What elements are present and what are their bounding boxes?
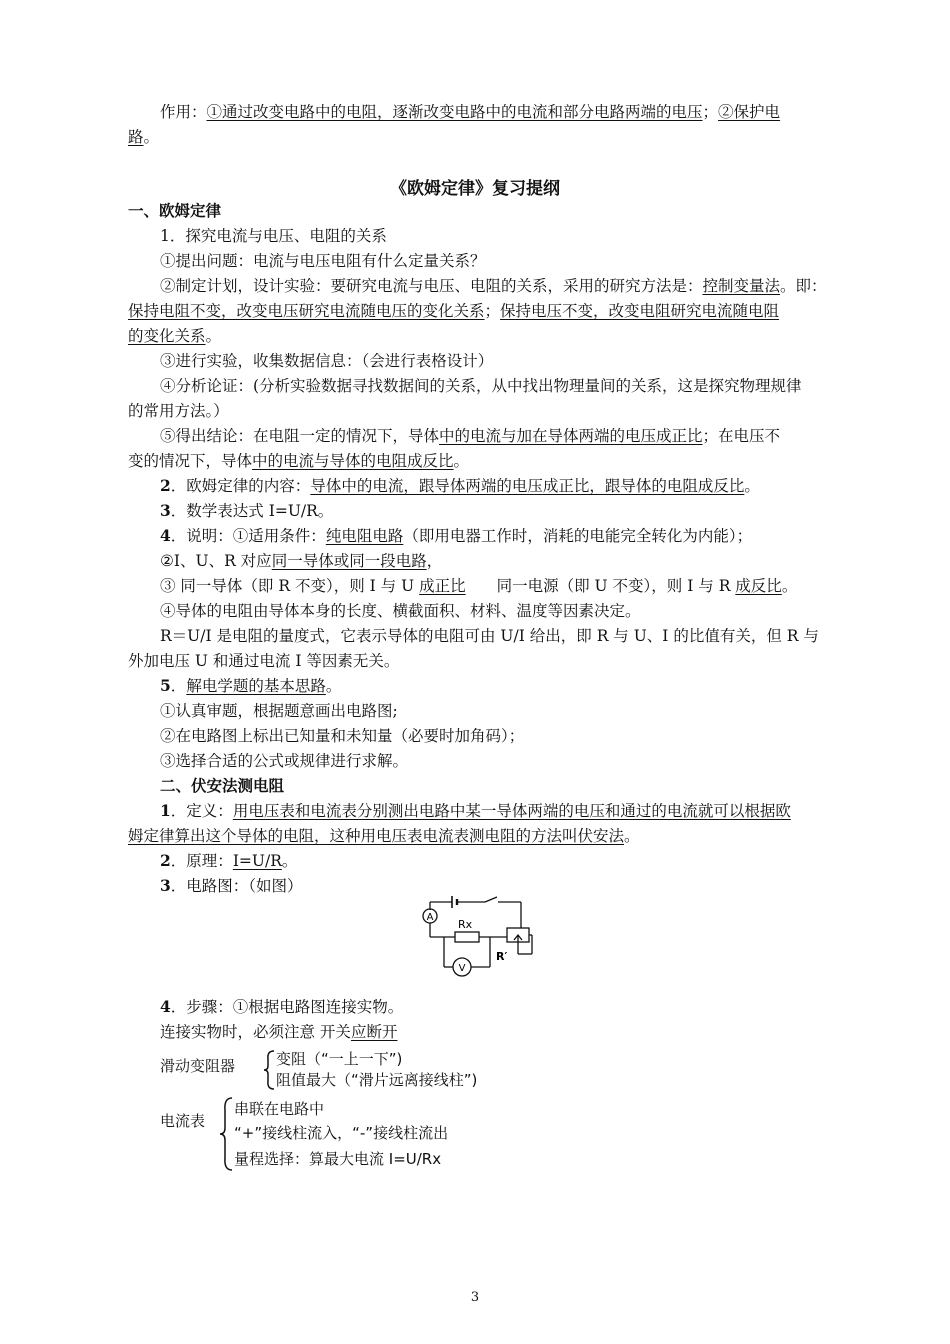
text-line: ④分析论证：(分析实验数据寻找数据间的关系，从中找出物理量间的关系，这是探究物理规律: [160, 377, 802, 395]
rheostat-note-item: 阻值最大（“滑片远离接线柱”): [276, 1071, 478, 1089]
text-line: ①认真审题，根据题意画出电路图;: [160, 702, 398, 720]
text-line: ②在电路图上标出已知量和未知量（必要时加角码）；: [160, 727, 525, 745]
text-line: 3．数学表达式 I=U/R。: [160, 501, 334, 520]
text-line: 2．欧姆定律的内容：导体中的电流，跟导体两端的电压成正比，跟导体的电阻成反比。: [160, 476, 760, 495]
voltmeter-label: V: [458, 963, 466, 974]
text-line: ②制定计划，设计实验：要研究电流与电压、电阻的关系，采用的研究方法是：控制变量法。即：: [160, 277, 827, 295]
section-heading-voltammetry: 二、伏安法测电阻: [160, 776, 285, 795]
text-line: 外加电压 U 和通过电流 I 等因素无关。: [128, 652, 400, 670]
text-line: ④导体的电阻由导体本身的长度、横截面积、材料、温度等因素决定。: [160, 602, 641, 620]
rheostat-note-item: 变阻（“一上一下”): [276, 1050, 403, 1068]
text-line: 保持电阻不变，改变电压研究电流随电压的变化关系；保持电压不变，改变电阻研究电流随电阻: [128, 302, 780, 320]
text-line: 连接实物时，必须注意 开关应断开: [160, 1023, 398, 1041]
text-line: 变的情况下，导体中的电流与导体的电阻成反比。: [128, 452, 470, 470]
text-line: 的常用方法。）: [128, 402, 229, 420]
text-line: ①提出问题：电流与电压电阻有什么定量关系？: [160, 252, 486, 270]
text-line: 2．原理：I=U/R。: [160, 851, 298, 870]
brace-icon: [262, 1049, 276, 1091]
text-line: ③ 同一导体（即 R 不变），则 I 与 U 成正比 同一电源（即 U 不变），则 I 与 R 成反比。: [160, 577, 798, 595]
page-number: 3: [470, 1290, 480, 1305]
text-line: ⑤得出结论：在电阻一定的情况下，导体中的电流与加在导体两端的电压成正比；在电压不: [160, 427, 781, 445]
text-line: ②I、U、R 对应同一导体或同一段电路，: [160, 552, 443, 570]
text-line: 4．说明：①适用条件：纯电阻电路（即用电器工作时，消耗的电能完全转化为内能）；: [160, 526, 753, 545]
ammeter-note-item: “+”接线柱流入，“-”接线柱流出: [234, 1124, 449, 1142]
purpose-underlined-2: ②保护电: [718, 103, 781, 121]
page-title: 《欧姆定律》复习提纲: [390, 179, 560, 199]
rheostat-note-label: 滑动变阻器: [160, 1057, 236, 1075]
circuit-diagram: [410, 890, 535, 990]
text-line: 1．定义：用电压表和电流表分别测出电路中某一导体两端的电压和通过的电流就可以根据欧: [160, 801, 791, 820]
text-line: 姆定律算出这个导体的电阻，这种用电压表电流表测电阻的方法叫伏安法。: [128, 827, 640, 845]
ammeter-label: A: [426, 912, 434, 923]
text-line: ③选择合适的公式或规律进行求解。: [160, 752, 409, 770]
text-line: ③进行实验，收集数据信息：（会进行表格设计）: [160, 352, 494, 370]
text-line: R＝U/I 是电阻的量度式，它表示导体的电阻可由 U/I 给出，即 R 与 U、I 的比值有关，但 R 与: [160, 627, 819, 645]
text-line: 3．电路图：（如图）: [160, 876, 303, 895]
ammeter-note-item: 串联在电路中: [234, 1100, 325, 1118]
resistor-label: Rx: [458, 918, 473, 931]
text-line: 4．步骤：①根据电路图连接实物。: [160, 997, 404, 1016]
text-line: 的变化关系。: [128, 327, 222, 345]
purpose-line-1: 作用：①通过改变电路中的电阻，逐渐改变电路中的电流和部分电路两端的电压；②保护电: [160, 103, 781, 121]
section-heading-ohm: 一、欧姆定律: [128, 201, 222, 220]
purpose-underlined-1: ①通过改变电路中的电阻，逐渐改变电路中的电流和部分电路两端的电压: [206, 103, 703, 121]
text-line: 5．解电学题的基本思路。: [160, 676, 342, 695]
text-line: 1．探究电流与电压、电阻的关系: [160, 227, 387, 245]
rheostat-label: R′: [496, 950, 508, 963]
ammeter-note-item: 量程选择：算最大电流 I=U/Rx: [234, 1150, 442, 1168]
purpose-line-2: 路。: [128, 128, 160, 146]
ammeter-note-label: 电流表: [160, 1112, 206, 1130]
brace-icon: [218, 1096, 234, 1172]
